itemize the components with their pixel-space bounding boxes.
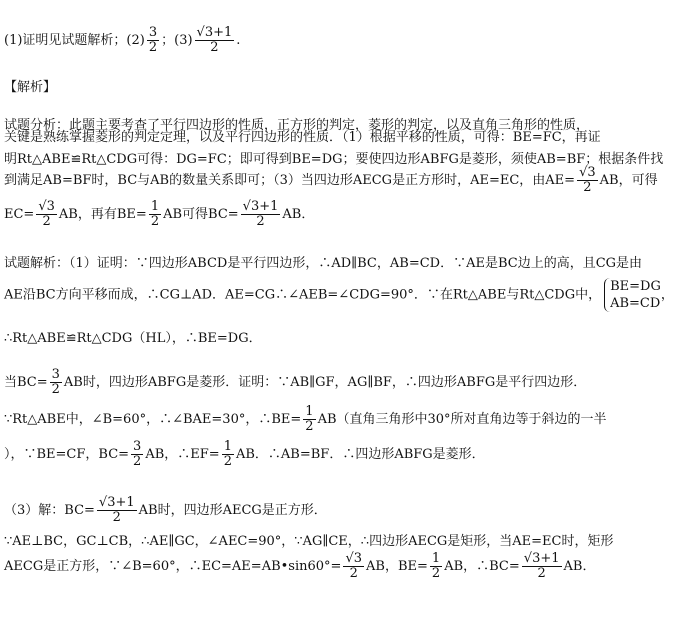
jiexi-header: 【解析】 [4, 80, 57, 95]
analysis-line-3: 明Rt△ABE≌Rt△CDG可得：DG=FC；即可得到BE=DG；要使四边形ABFG是菱形，须使AB=BF；根据条件找 [4, 152, 664, 167]
analysis-line-2: 关键是熟练掌握菱形的判定定理，以及平行四边形的性质．（1）根据平移的性质，可得：BE=FC，再证 [4, 130, 601, 145]
solution-line-8: ∵AE⊥BC，GC⊥CB，∴AE∥GC，∠AEC=90°，∵AG∥CE，∴四边形AECG是矩形，当AE=EC时，矩形 [4, 534, 614, 549]
solution-line-7: （3）解：BC= $\frac{√3+1}{2}$ AB时，四边形AECG是正方形． [4, 495, 327, 525]
fraction-1-over-2: $\frac{1}{2}$ [431, 551, 441, 581]
answer-text-2: ；(3) [161, 33, 193, 48]
answer-text-1: (1)证明见试题解析；(2) [4, 33, 145, 48]
fraction-1-over-2: $\frac{1}{2}$ [305, 404, 314, 434]
solution-line-2: AE沿BC方向平移而成，∴CG⊥AD．AE=CG∴∠AEB=∠CDG=90°．∵在Rt△ABE与Rt△CDG中， BE=DG AB=CD ， [4, 279, 674, 311]
equation-system-brace: BE=DG AB=CD [604, 278, 661, 312]
answer-line [4, 26, 240, 55]
solution-line-9: AECG是正方形，∵∠B=60°，∴EC=AE=AB•sin60°= $\frac{√3}{2}$ AB，BE= $\frac{1}{2}$ AB，∴BC= $\frac{√3+1}{2}$ AB． [4, 551, 596, 581]
fraction-1-over-2: $\frac{1}{2}$ [150, 199, 160, 229]
fraction-3-over-2: $\frac{3}{2}$ [133, 439, 142, 469]
fraction-sqrt3-over-2: $\frac{√3}{2}$ [38, 199, 55, 229]
fraction-sqrt3-plus1-over-2: $\frac{√3+1}{2}$ [196, 25, 233, 55]
analysis-line-4: 到满足AB=BF时，BC与AB的数量关系即可；（3）当四边形AECG是正方形时，AE=EC，由AE= $\frac{√3}{2}$ AB，可得 [4, 165, 658, 195]
solution-line-6: ），∵BE=CF，BC= $\frac{3}{2}$ AB，∴EF= $\frac{1}{2}$ AB．∴AB=BF．∴四边形ABFG是菱形． [4, 439, 485, 469]
fraction-sqrt3-over-2: $\frac{√3}{2}$ [579, 165, 596, 195]
fraction-3-over-2: $\frac{3}{2}$ [51, 367, 60, 397]
solution-line-1: 试题解析：（1）证明：∵四边形ABCD是平行四边形，∴AD∥BC，AB=CD．∵AE是BC边上的高，且CG是由 [4, 256, 643, 271]
fraction-1-over-2: $\frac{1}{2}$ [223, 439, 232, 469]
fraction-sqrt3-plus1-over-2: $\frac{√3+1}{2}$ [523, 551, 560, 581]
fraction-sqrt3-plus1-over-2: $\frac{√3+1}{2}$ [98, 495, 135, 525]
solution-line-5: ∵Rt△ABE中，∠B=60°，∴∠BAE=30°，∴BE= $\frac{1}{2}$ AB（直角三角形中30°所对直角边等于斜边的一半 [4, 404, 607, 434]
analysis-line-5: EC= $\frac{√3}{2}$ AB，再有BE= $\frac{1}{2}$ AB可得BC= $\frac{√3+1}{2}$ AB． [4, 199, 315, 229]
fraction-sqrt3-over-2: $\frac{√3}{2}$ [345, 551, 363, 581]
fraction-sqrt3-plus1-over-2: $\frac{√3+1}{2}$ [242, 199, 279, 229]
answer-text-3: . [236, 33, 241, 48]
analysis-line-1: 试题分析：此题主要考查了平行四边形的性质，正方形的判定，菱形的判定，以及直角三角形的性质， [4, 118, 590, 133]
solution-line-4: 当BC= $\frac{3}{2}$ AB时，四边形ABFG是菱形．证明：∵AB∥GF，AG∥BF，∴四边形ABFG是平行四边形． [4, 367, 587, 397]
fraction-3-over-2: $\frac{3}{2}$ [148, 25, 158, 55]
solution-line-3: ∴Rt△ABE≌Rt△CDG（HL），∴BE=DG． [4, 331, 262, 346]
